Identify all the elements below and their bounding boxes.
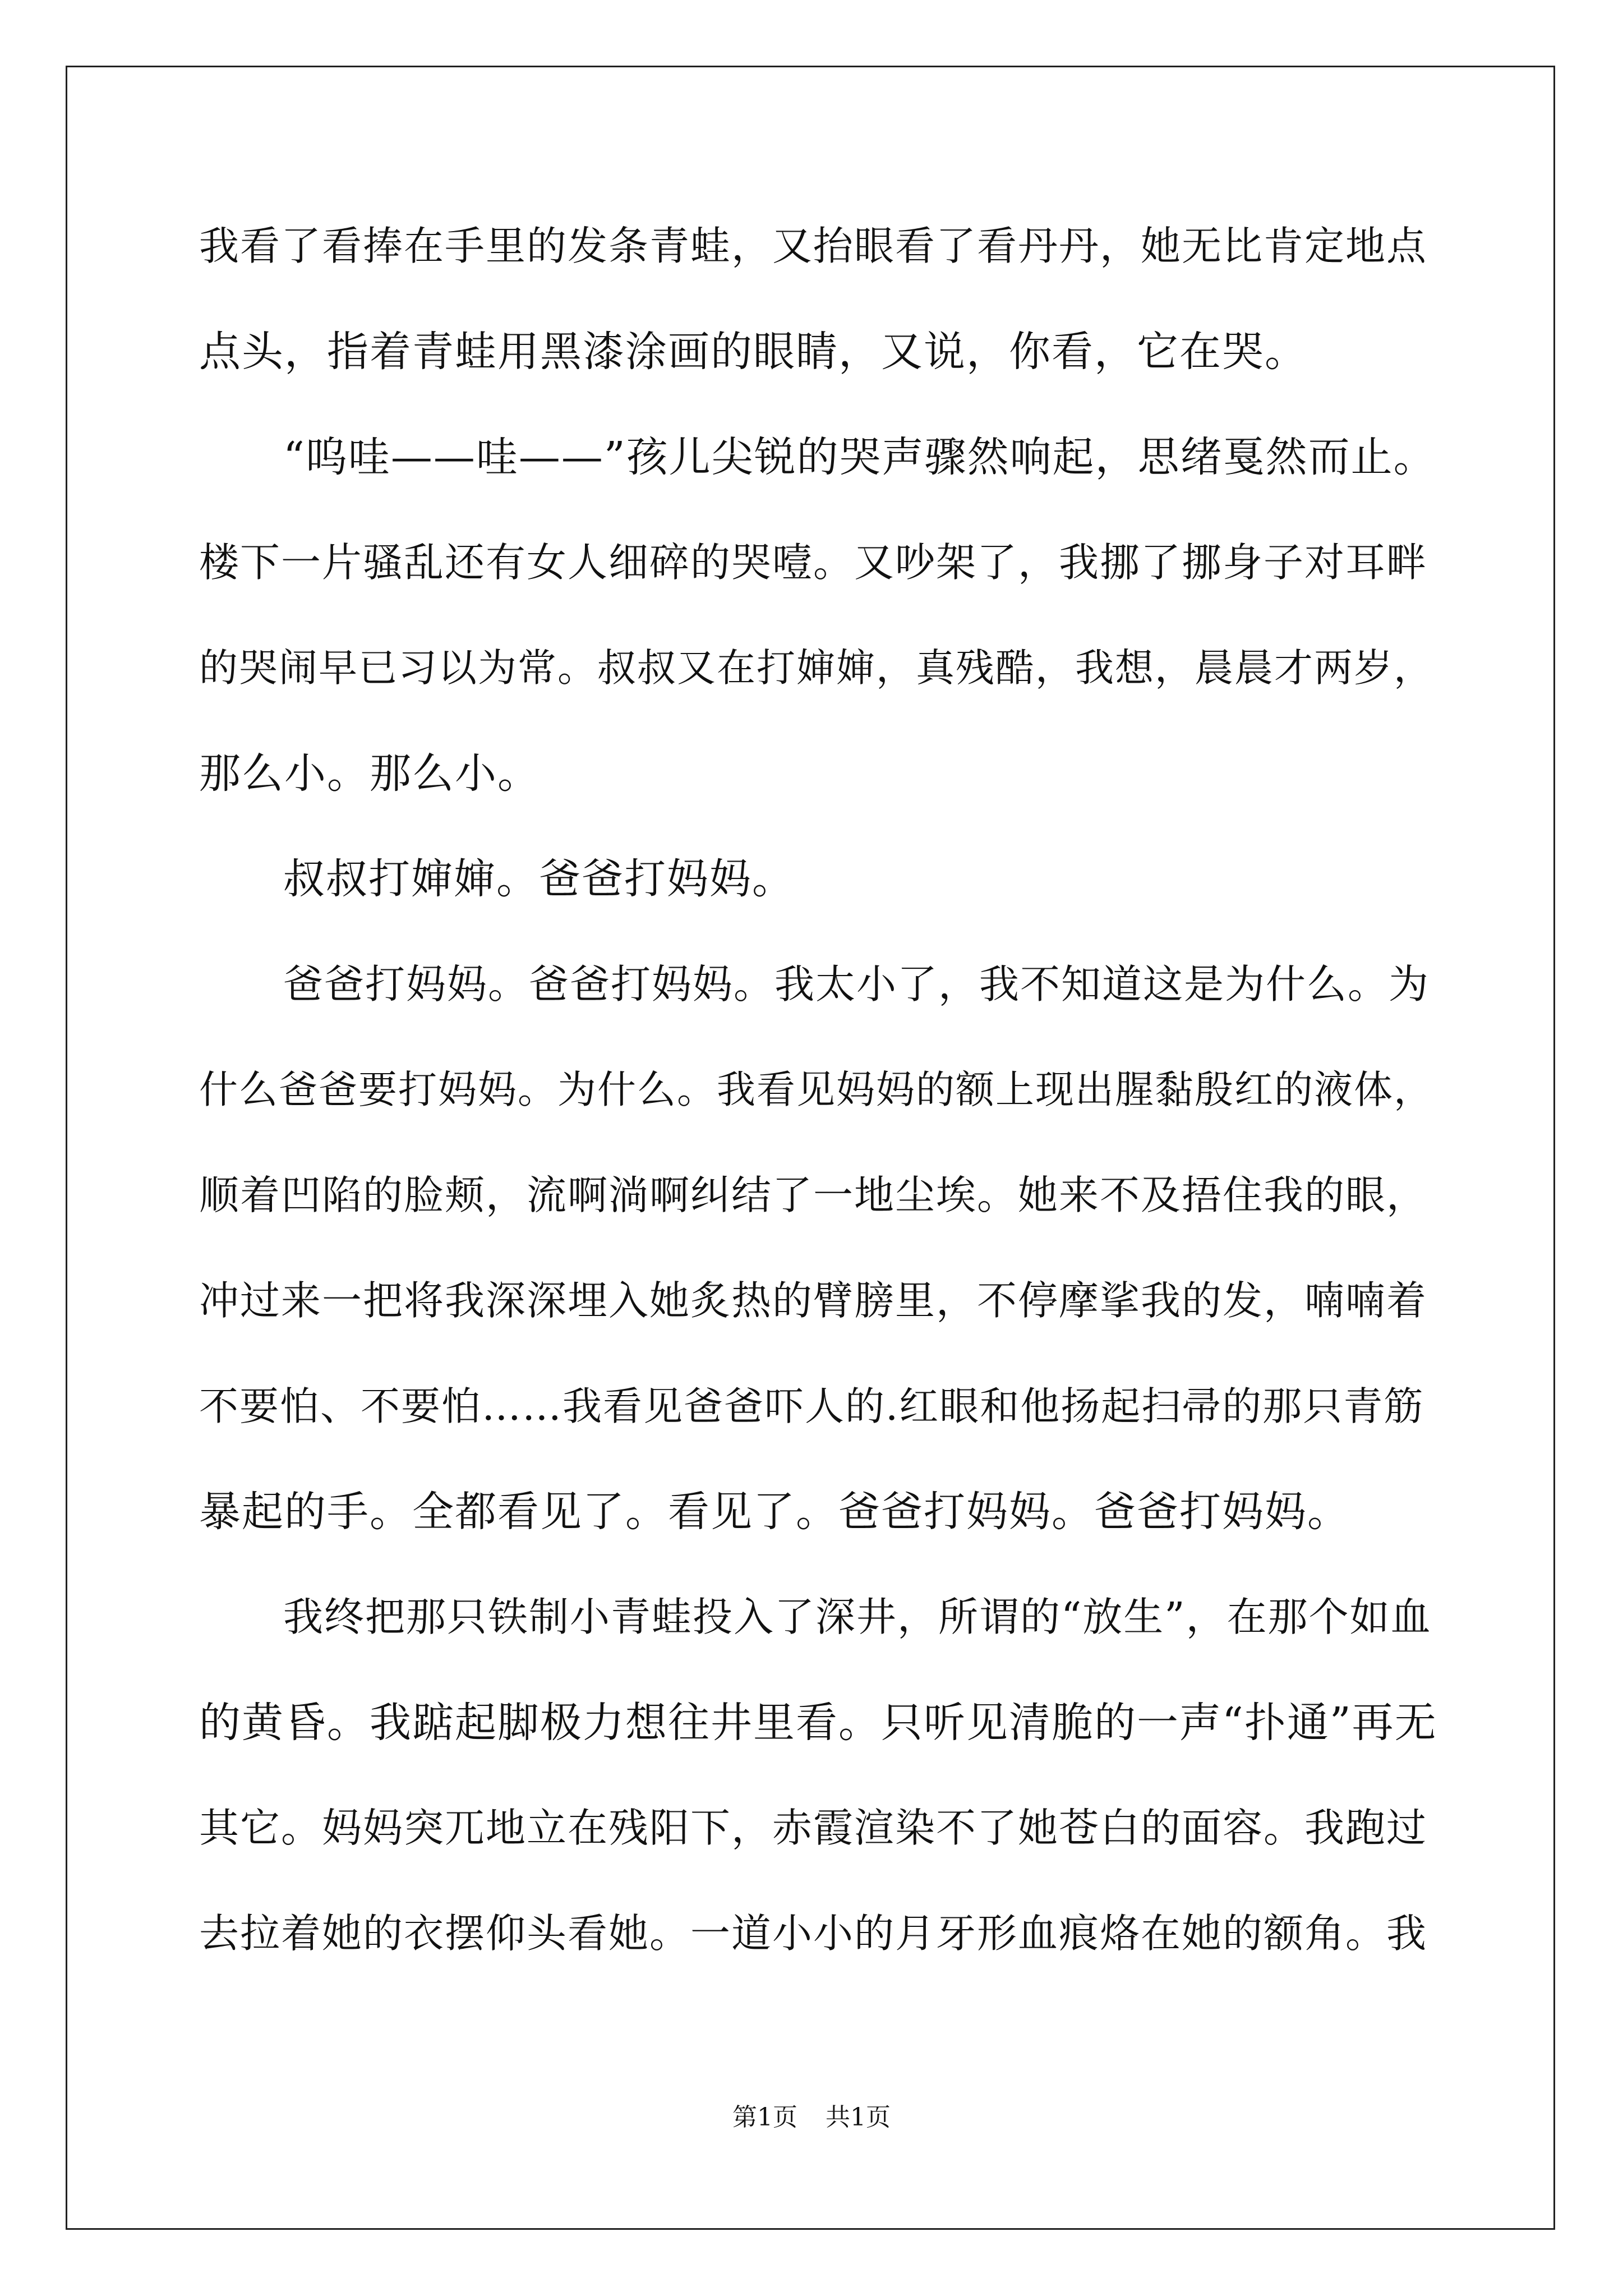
text-line: 什么爸爸要打妈妈。为什么。我看见妈妈的额上现出腥黏殷红的液体， [199, 1068, 1433, 1112]
text-line: 楼下一片骚乱还有女人细碎的哭噎。又吵架了，我挪了挪身子对耳畔 [199, 539, 1428, 586]
text-line: 叔叔打婶婶。爸爸打妈妈。 [283, 855, 795, 903]
text-line: 爸爸打妈妈。爸爸打妈妈。我太小了，我不知道这是为什么。为 [283, 961, 1430, 1007]
text-line: 我终把那只铁制小青蛙投入了深井，所谓的“放生”，在那个如血 [283, 1594, 1432, 1640]
text-line: 那么小。那么小。 [199, 749, 540, 798]
text-line: 不要怕、不要怕……我看见爸爸吓人的.红眼和他扬起扫帚的那只青筋 [199, 1383, 1424, 1429]
document-body [199, 194, 1438, 1986]
text-line: 暴起的手。全都看见了。看见了。爸爸打妈妈。爸爸打妈妈。 [199, 1488, 1350, 1536]
text-line: 的黄昏。我踮起脚极力想往井里看。只听见清脆的一声“扑通”再无 [199, 1699, 1437, 1747]
page-footer [0, 2101, 1623, 2134]
text-line: 点头，指着青蛙用黑漆涂画的眼睛，又说，你看，它在哭。 [199, 328, 1307, 376]
text-line: “呜哇——哇——”孩儿尖锐的哭声骤然响起，思绪戛然而止。 [283, 433, 1436, 481]
page-number-total: 共1页 [826, 2103, 891, 2132]
text-line: 去拉着她的衣摆仰头看她。一道小小的月牙形血痕烙在她的额角。我 [199, 1910, 1428, 1957]
text-line: 顺着凹陷的脸颊，流啊淌啊纠结了一地尘埃。她来不及捂住我的眼， [199, 1172, 1428, 1218]
text-line: 的哭闹早已习以为常。叔叔又在打婶婶，真残酷，我想，晨晨才两岁， [199, 646, 1433, 691]
text-line: 我看了看捧在手里的发条青蛙，又抬眼看了看丹丹，她无比肯定地点 [199, 223, 1428, 269]
page-number-current: 第1页 [732, 2103, 797, 2132]
text-line: 冲过来一把将我深深埋入她炙热的臂膀里，不停摩挲我的发，喃喃着 [199, 1277, 1428, 1324]
text-line: 其它。妈妈突兀地立在残阳下，赤霞渲染不了她苍白的面容。我跑过 [199, 1805, 1428, 1851]
